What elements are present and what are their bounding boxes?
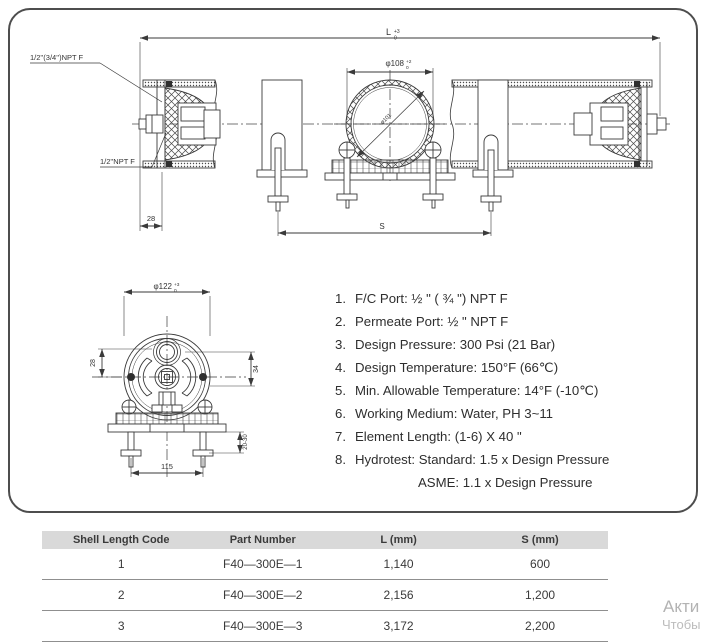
dim-label-d101: φ101 [379, 112, 393, 126]
parts-table [42, 531, 608, 642]
spec-item-text: Element Length: (1-6) X 40 " [355, 429, 522, 444]
cell-s-mm: 600 [472, 549, 608, 580]
spec-item [335, 287, 625, 310]
cell-l-mm: 2,156 [325, 580, 472, 611]
spec-item-number: 1. [335, 291, 346, 306]
spec-item-text: Min. Allowable Temperature: 14°F (-10℃) [355, 383, 599, 398]
cell-s-mm: 1,200 [472, 580, 608, 611]
dim-label-20-30: 20-30 [243, 434, 249, 450]
table-header-s-mm: S (mm) [472, 531, 608, 549]
cell-s-mm: 2,200 [472, 611, 608, 642]
spec-item-number: 7. [335, 429, 346, 444]
end-view [90, 282, 260, 477]
activation-watermark-line2: Чтобы [662, 617, 701, 632]
cell-l-mm: 1,140 [325, 549, 472, 580]
table-row [42, 580, 608, 611]
dim-label-d122: φ122 [153, 282, 172, 291]
cell-shell-length-code: 1 [42, 549, 200, 580]
cell-part-number: F40—300E—1 [200, 549, 325, 580]
spec-item [335, 356, 625, 379]
spec-item [335, 379, 625, 402]
dim-label-d122-tol-lower: 0 [174, 289, 177, 294]
dimension-S [278, 222, 491, 233]
spec-item-text: Working Medium: Water, PH 3~11 [355, 406, 554, 421]
spec-item-number: 6. [335, 406, 346, 421]
spec-item-text: Permeate Port: ½ " NPT F [355, 314, 509, 329]
activation-watermark-line1: Акти [663, 597, 700, 616]
spec-item-continuation: ASME: 1.1 x Design Pressure [418, 475, 593, 490]
spec-item-number: 4. [335, 360, 346, 375]
table-header-shell-length-code: Shell Length Code [42, 531, 200, 549]
table-row [42, 549, 608, 580]
table-header-row [42, 531, 608, 549]
spec-item-text: Hydrotest: Standard: 1.5 x Design Pressure [355, 452, 610, 467]
spec-item-number: 3. [335, 337, 346, 352]
side-view-left [30, 53, 307, 236]
cell-l-mm: 3,172 [325, 611, 472, 642]
side-view-right [450, 80, 666, 236]
cross-section-view [325, 59, 455, 208]
feed-port-left [146, 115, 163, 133]
port-label-fc: 1/2''(3/4'')NPT F [30, 53, 84, 62]
dim-label-S: S [379, 222, 385, 231]
spec-list [335, 287, 625, 494]
spec-item [335, 402, 625, 425]
spec-item-number: 8. [335, 452, 346, 467]
dim-label-L: L [385, 27, 391, 37]
dim-label-115: 115 [161, 462, 173, 471]
spec-item-text: F/C Port: ½ " ( ¾ ") NPT F [355, 291, 508, 306]
dim-label-L-tol-lower: 0 [394, 35, 397, 42]
cell-shell-length-code: 3 [42, 611, 200, 642]
table-row [42, 611, 608, 642]
dim-label-28-top: 28 [146, 214, 156, 223]
port-label-permeate: 1/2''NPT F [100, 157, 135, 166]
cell-part-number: F40—300E—2 [200, 580, 325, 611]
dim-label-d108-tol-lower: 0 [406, 66, 409, 71]
spec-item-text: Design Temperature: 150°F (66℃) [355, 360, 559, 375]
table-header-part-number: Part Number [200, 531, 325, 549]
spec-item-number: 2. [335, 314, 346, 329]
cell-part-number: F40—300E—3 [200, 611, 325, 642]
permeate-port-right [647, 114, 657, 134]
spec-item [335, 310, 625, 333]
table-header-l-mm: L (mm) [325, 531, 472, 549]
spec-item-text: Design Pressure: 300 Psi (21 Bar) [355, 337, 556, 352]
spec-item [335, 425, 625, 448]
cell-shell-length-code: 2 [42, 580, 200, 611]
dim-label-d122-tol-upper: +3 [174, 283, 180, 288]
spec-item [335, 448, 625, 471]
dim-label-28-end: 28 [90, 359, 97, 367]
dim-label-L-tol-upper: +3 [394, 29, 400, 35]
spec-item [335, 333, 625, 356]
dim-label-34: 34 [253, 365, 260, 373]
spec-item-number: 5. [335, 383, 346, 398]
dim-label-d108: φ108 [385, 59, 404, 68]
dim-label-d108-tol-upper: +2 [406, 60, 412, 65]
